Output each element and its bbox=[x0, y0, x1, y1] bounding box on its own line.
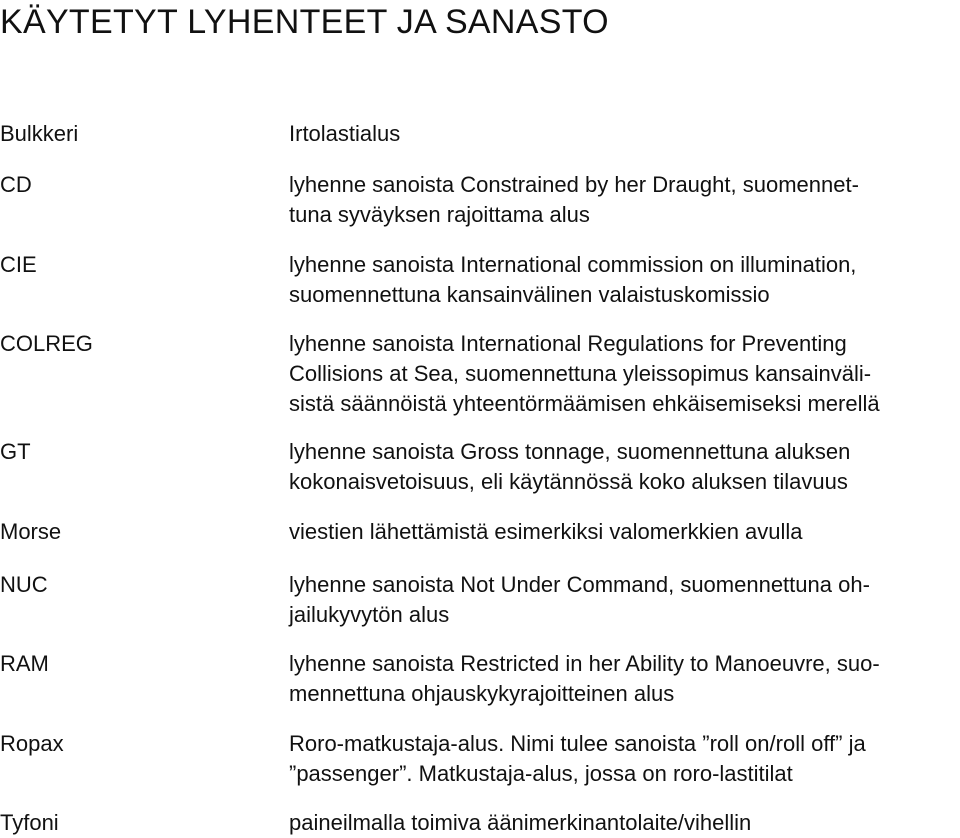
definition-line: sistä säännöistä yhteentörmäämisen ehkäisemiseksi merellä bbox=[289, 391, 880, 416]
definition-line: lyhenne sanoista Gross tonnage, suomennettuna aluksen bbox=[289, 439, 851, 464]
glossary-term: NUC bbox=[0, 572, 48, 597]
definition-line: viestien lähettämistä esimerkiksi valomerkkien avulla bbox=[289, 519, 803, 544]
definition-line: lyhenne sanoista International commission on illumination, bbox=[289, 252, 857, 277]
definition-line: jailukyvytön alus bbox=[289, 602, 450, 627]
definition-line: lyhenne sanoista International Regulations for Preventing bbox=[289, 331, 847, 356]
glossary-definition bbox=[289, 119, 400, 149]
glossary-definition bbox=[289, 517, 803, 547]
definition-line: lyhenne sanoista Not Under Command, suomennettuna oh- bbox=[289, 572, 870, 597]
glossary-definition bbox=[289, 649, 880, 709]
glossary-definition bbox=[289, 570, 870, 630]
glossary-term: COLREG bbox=[0, 331, 93, 356]
glossary-definition bbox=[289, 329, 880, 419]
definition-line: tuna syväyksen rajoittama alus bbox=[289, 202, 590, 227]
glossary-term: Tyfoni bbox=[0, 810, 59, 835]
definition-line: paineilmalla toimiva äänimerkinantolaite/vihellin bbox=[289, 810, 752, 835]
glossary-definition bbox=[289, 808, 751, 838]
definition-line: Irtolastialus bbox=[289, 121, 401, 146]
glossary-term: Bulkkeri bbox=[0, 121, 79, 146]
glossary-term: GT bbox=[0, 439, 31, 464]
glossary-definition bbox=[289, 437, 850, 497]
definition-line: Collisions at Sea, suomennettuna yleissopimus kansainväli- bbox=[289, 361, 872, 386]
definition-line: Roro-matkustaja-alus. Nimi tulee sanoista ”roll on/roll off” ja bbox=[289, 731, 866, 756]
glossary-term: RAM bbox=[0, 651, 49, 676]
page-title: KÄYTETYT LYHENTEET JA SANASTO bbox=[0, 3, 609, 41]
glossary-definition bbox=[289, 250, 856, 310]
glossary-definition bbox=[289, 170, 859, 230]
definition-line: ”passenger”. Matkustaja-alus, jossa on roro-lastitilat bbox=[289, 761, 793, 786]
glossary-definition bbox=[289, 729, 866, 789]
glossary-term: Morse bbox=[0, 519, 62, 544]
glossary-term: CIE bbox=[0, 252, 37, 277]
definition-line: kokonaisvetoisuus, eli käytännössä koko aluksen tilavuus bbox=[289, 469, 848, 494]
definition-line: suomennettuna kansainvälinen valaistuskomissio bbox=[289, 282, 770, 307]
definition-line: lyhenne sanoista Constrained by her Draught, suomennet- bbox=[289, 172, 859, 197]
definition-line: mennettuna ohjauskykyrajoitteinen alus bbox=[289, 681, 675, 706]
definition-line: lyhenne sanoista Restricted in her Ability to Manoeuvre, suo- bbox=[289, 651, 880, 676]
glossary-term: CD bbox=[0, 172, 32, 197]
glossary-term: Ropax bbox=[0, 731, 64, 756]
